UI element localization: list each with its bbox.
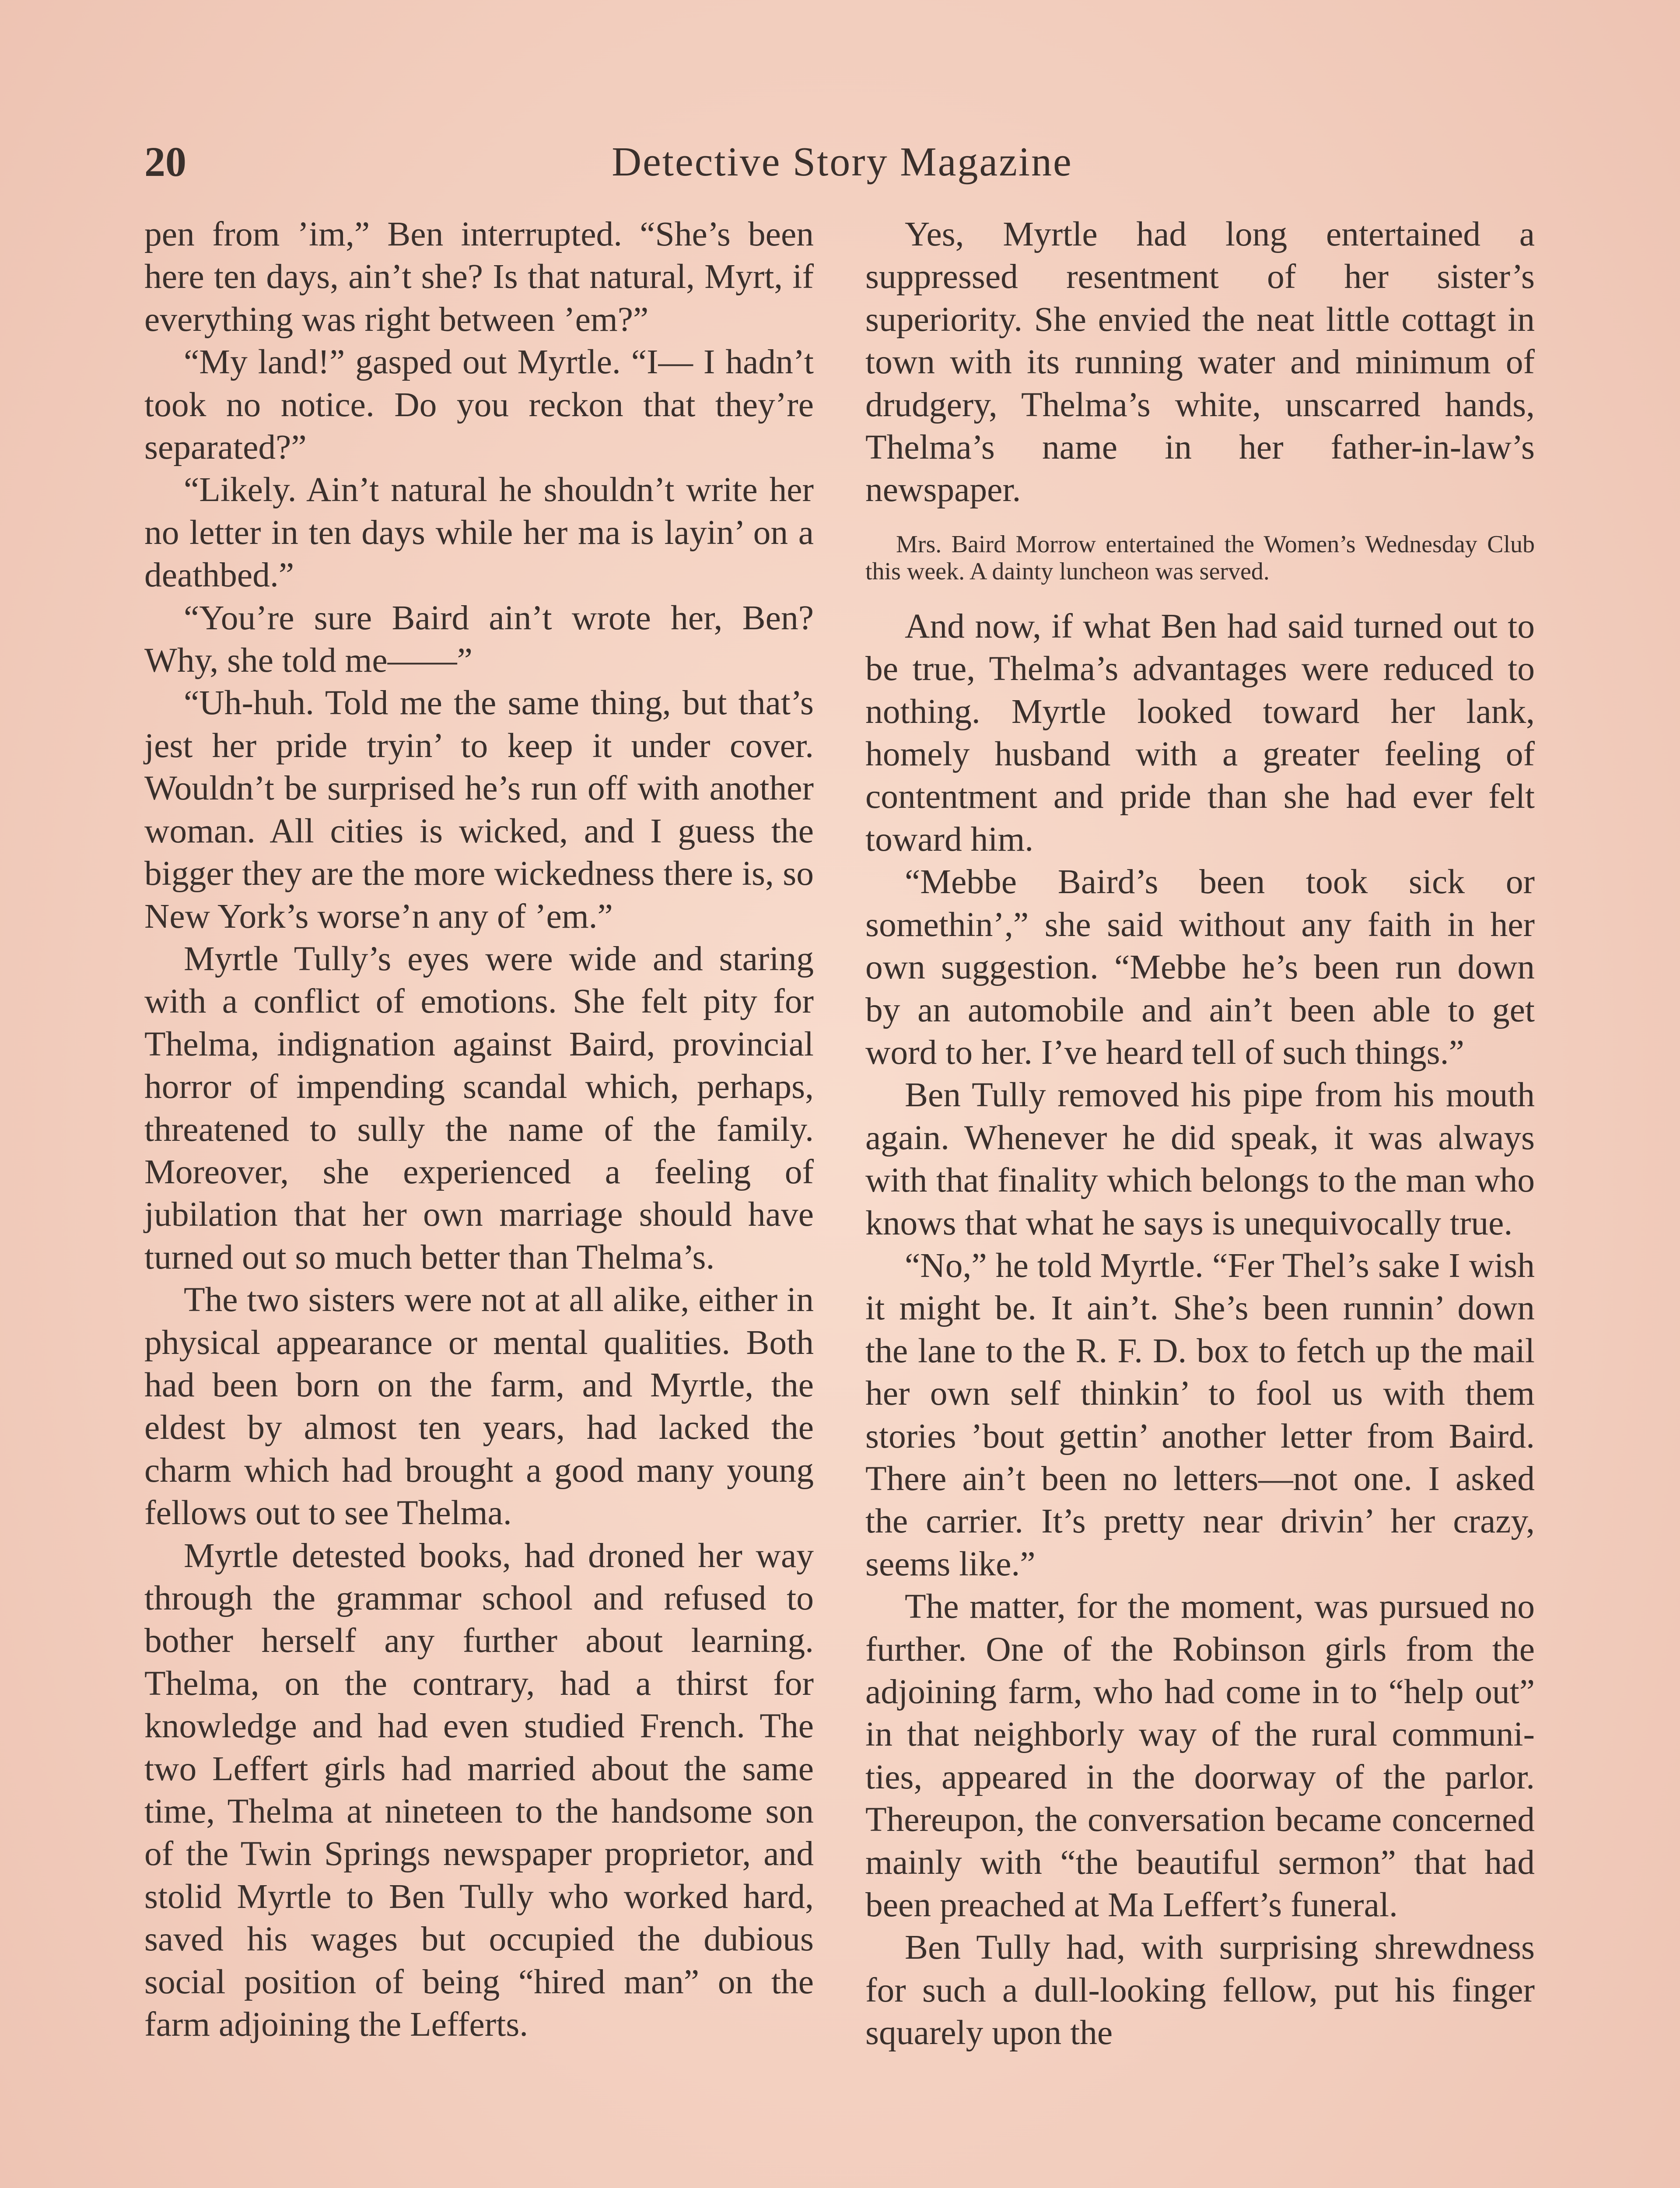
paragraph: “Uh-huh. Told me the same thing, but that’s jest her pride tryin’ to keep it under cover. Wouldn’t be surprised he’s run off with another woman. All cities is wicked, and I guess the bigger they are the more wickedness there is, so New York’s worse’n any of ’em.” — [144, 684, 814, 936]
newspaper-clipping: Mrs. Baird Morrow entertained the Women’s Wednesday Club this week. A dainty luncheon was served. — [865, 530, 1535, 585]
paragraph: “My land!” gasped out Myrtle. “I— I hadn’t took no notice. Do you reckon that they’re separated?” — [144, 343, 814, 467]
paragraph: “Likely. Ain’t natural he shouldn’t write her no letter in ten days while her ma is layin’ on a deathbed.” — [144, 470, 814, 595]
running-head — [144, 131, 1540, 193]
paragraph: Ben Tully had, with surprising shrewdness for such a dull-looking fellow, put his finger squarely upon the — [865, 1928, 1535, 2052]
paragraph: Yes, Myrtle had long entertained a suppressed resentment of her sister’s superiority. She envied the neat little cottagt in town with its running water and minimum of drudgery, Thelma’s white, unscarred hands, Thelma’s name in her father-in-law’s newspaper. — [865, 215, 1535, 509]
page-number: 20 — [144, 138, 186, 185]
paragraph: “No,” he told Myrtle. “Fer Thel’s sake I wish it might be. It ain’t. She’s been runnin’ down the lane to the R. F. D. box to fetch up the mail her own self thinkin’ to fool us with them stories ’bout gettin’ another letter from Baird. There ain’t been no letters—not one. I asked the carrier. It’s pretty near drivin’ her crazy, seems like.” — [865, 1246, 1535, 1583]
paragraph: “You’re sure Baird ain’t wrote her, Ben? Why, she told me——” — [144, 598, 814, 680]
paragraph: The two sisters were not at all alike, either in physical appearance or mental qualities. Both had been born on the farm, and Myrtle, the eldest by almost ten years, had lacked the charm which had brought a good many young fellows out to see Thelma. — [144, 1280, 814, 1532]
paragraph: Ben Tully removed his pipe from his mouth again. Whenever he did speak, it was always with that finality which belongs to the man who knows that what he says is unequivocally true. — [865, 1076, 1535, 1242]
right-column — [865, 213, 1535, 2055]
left-column — [144, 213, 814, 2046]
paragraph: pen from ’im,” Ben interrupted. “She’s been here ten days, ain’t she? Is that natural, Myrt, if everything was right between ’em?” — [144, 215, 814, 339]
magazine-title: Detective Story Magazine — [612, 139, 1073, 185]
paragraph: The matter, for the moment, was pursued no further. One of the Robinson girls from the adjoining farm, who had come in to “help out” in that neighborly way of the rural communities, appeared in the doorway of the parlor. Thereupon, the conversation became concerned mainly with “the beautiful sermon” that had been preached at Ma Leffert’s funeral. — [865, 1587, 1535, 1925]
paragraph: Myrtle Tully’s eyes were wide and staring with a conflict of emotions. She felt pity for Thelma, indignation against Baird, provincial horror of impending scandal which, perhaps, threatened to sully the name of the family. Moreover, she experienced a feeling of jubilation that her own marriage should have turned out so much better than Thelma’s. — [144, 939, 814, 1276]
paragraph: And now, if what Ben had said turned out to be true, Thelma’s advantages were reduced to nothing. Myrtle looked toward her lank, homely husband with a greater feeling of contentment and pride than she had ever felt toward him. — [865, 607, 1535, 859]
paragraph: Myrtle detested books, had droned her way through the grammar school and refused to bother herself any further about learning. Thelma, on the contrary, had a thirst for knowledge and had even studied French. The two Leffert girls had married about the same time, Thelma at nineteen to the handsome son of the Twin Springs newspaper proprietor, and stolid Myrtle to Ben Tully who worked hard, saved his wages but occupied the dubious social position of being “hired man” on the farm adjoining the Lefferts. — [144, 1536, 814, 2044]
paragraph: “Mebbe Baird’s been took sick or somethin’,” she said without any faith in her own suggestion. “Mebbe he’s been run down by an automobile and ain’t been able to get word to her. I’ve heard tell of such things.” — [865, 863, 1535, 1072]
